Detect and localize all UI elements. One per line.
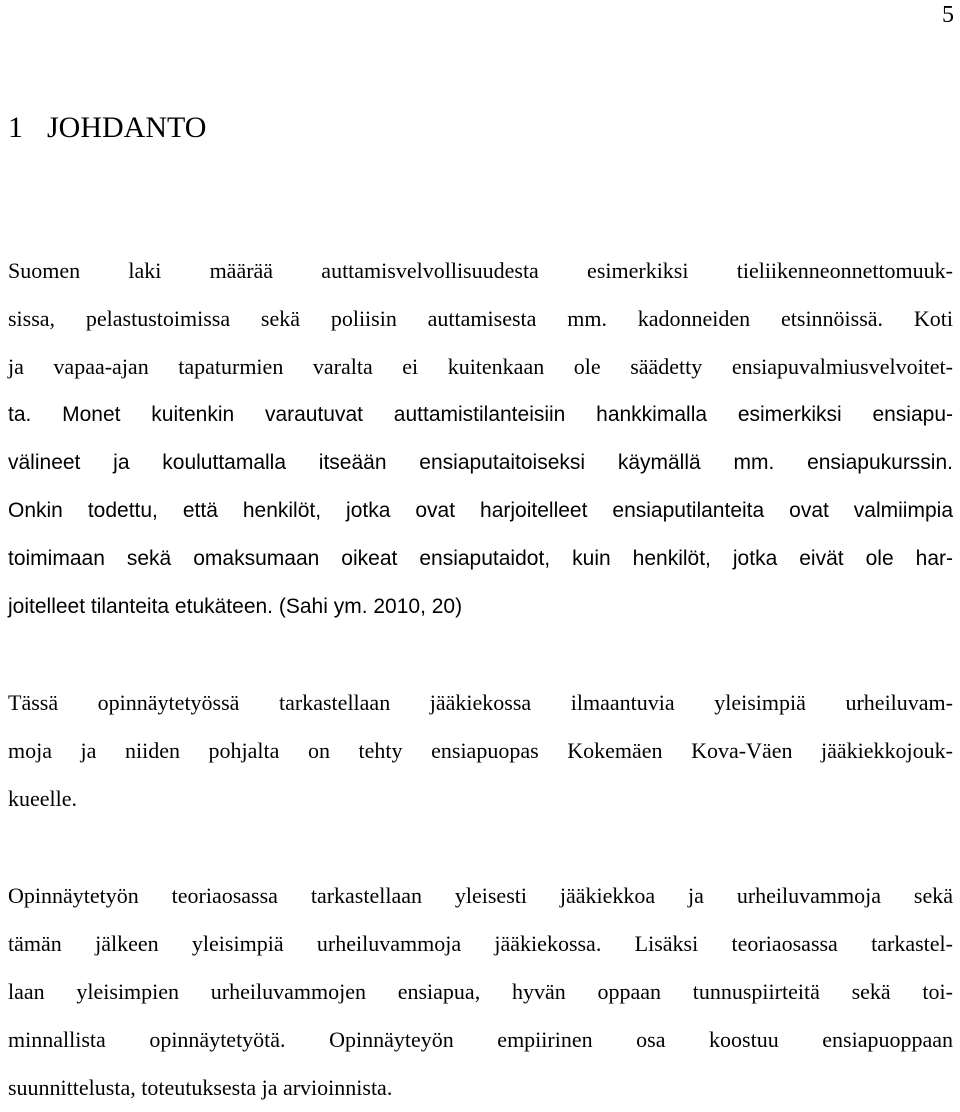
text-line: kueelle. — [8, 786, 78, 811]
text-line: moja ja niiden pohjalta on tehty ensiapuopas Kokemäen Kova-Väen jääkiekkojouk- — [8, 738, 953, 763]
text-line: Opinnäytetyön teoriaosassa tarkastellaan yleisesti jääkiekkoa ja urheiluvammoja sekä — [8, 883, 953, 908]
chapter-heading — [8, 110, 206, 146]
paragraph-structure — [8, 872, 953, 1112]
page-number: 5 — [942, 2, 954, 28]
text-line: Suomen laki määrää auttamisvelvollisuudesta esimerkiksi tieliikenneonnettomuuk- — [8, 258, 953, 283]
text-line: joitelleet tilanteita etukäteen. (Sahi ym. 2010, 20) — [8, 595, 463, 618]
text-line: Tässä opinnäytetyössä tarkastellaan jääkiekossa ilmaantuvia yleisimpiä urheiluvam- — [8, 690, 953, 715]
paragraph-purpose — [8, 679, 953, 823]
text-line: toimimaan sekä omaksumaan oikeat ensiaputaidot, kuin henkilöt, jotka eivät ole har- — [8, 547, 953, 570]
chapter-number: 1 — [8, 111, 23, 144]
text-line: suunnittelusta, toteutuksesta ja arvioinnista. — [8, 1075, 393, 1100]
text-line: ta. Monet kuitenkin varautuvat auttamistilanteisiin hankkimalla esimerkiksi ensiapu- — [8, 403, 953, 426]
text-line: Onkin todettu, että henkilöt, jotka ovat harjoitelleet ensiaputilanteita ovat valmiimpia — [8, 499, 953, 522]
text-line: laan yleisimpien urheiluvammojen ensiapua, hyvän oppaan tunnuspiirteitä sekä toi- — [8, 979, 953, 1004]
text-line: ja vapaa-ajan tapaturmien varalta ei kuitenkaan ole säädetty ensiapuvalmiusvelvoitet- — [8, 354, 953, 379]
text-line: minnallista opinnäytetyötä. Opinnäyteyön empiirinen osa koostuu ensiapuoppaan — [8, 1027, 953, 1052]
text-line: sissa, pelastustoimissa sekä poliisin auttamisesta mm. kadonneiden etsinnöissä. Koti — [8, 306, 953, 331]
text-line: tämän jälkeen yleisimpiä urheiluvammoja jääkiekossa. Lisäksi teoriaosassa tarkastel- — [8, 931, 953, 956]
paragraph-intro — [8, 247, 953, 631]
text-line: välineet ja kouluttamalla itseään ensiaputaitoiseksi käymällä mm. ensiapukurssin. — [8, 451, 953, 474]
chapter-title: JOHDANTO — [47, 111, 207, 144]
